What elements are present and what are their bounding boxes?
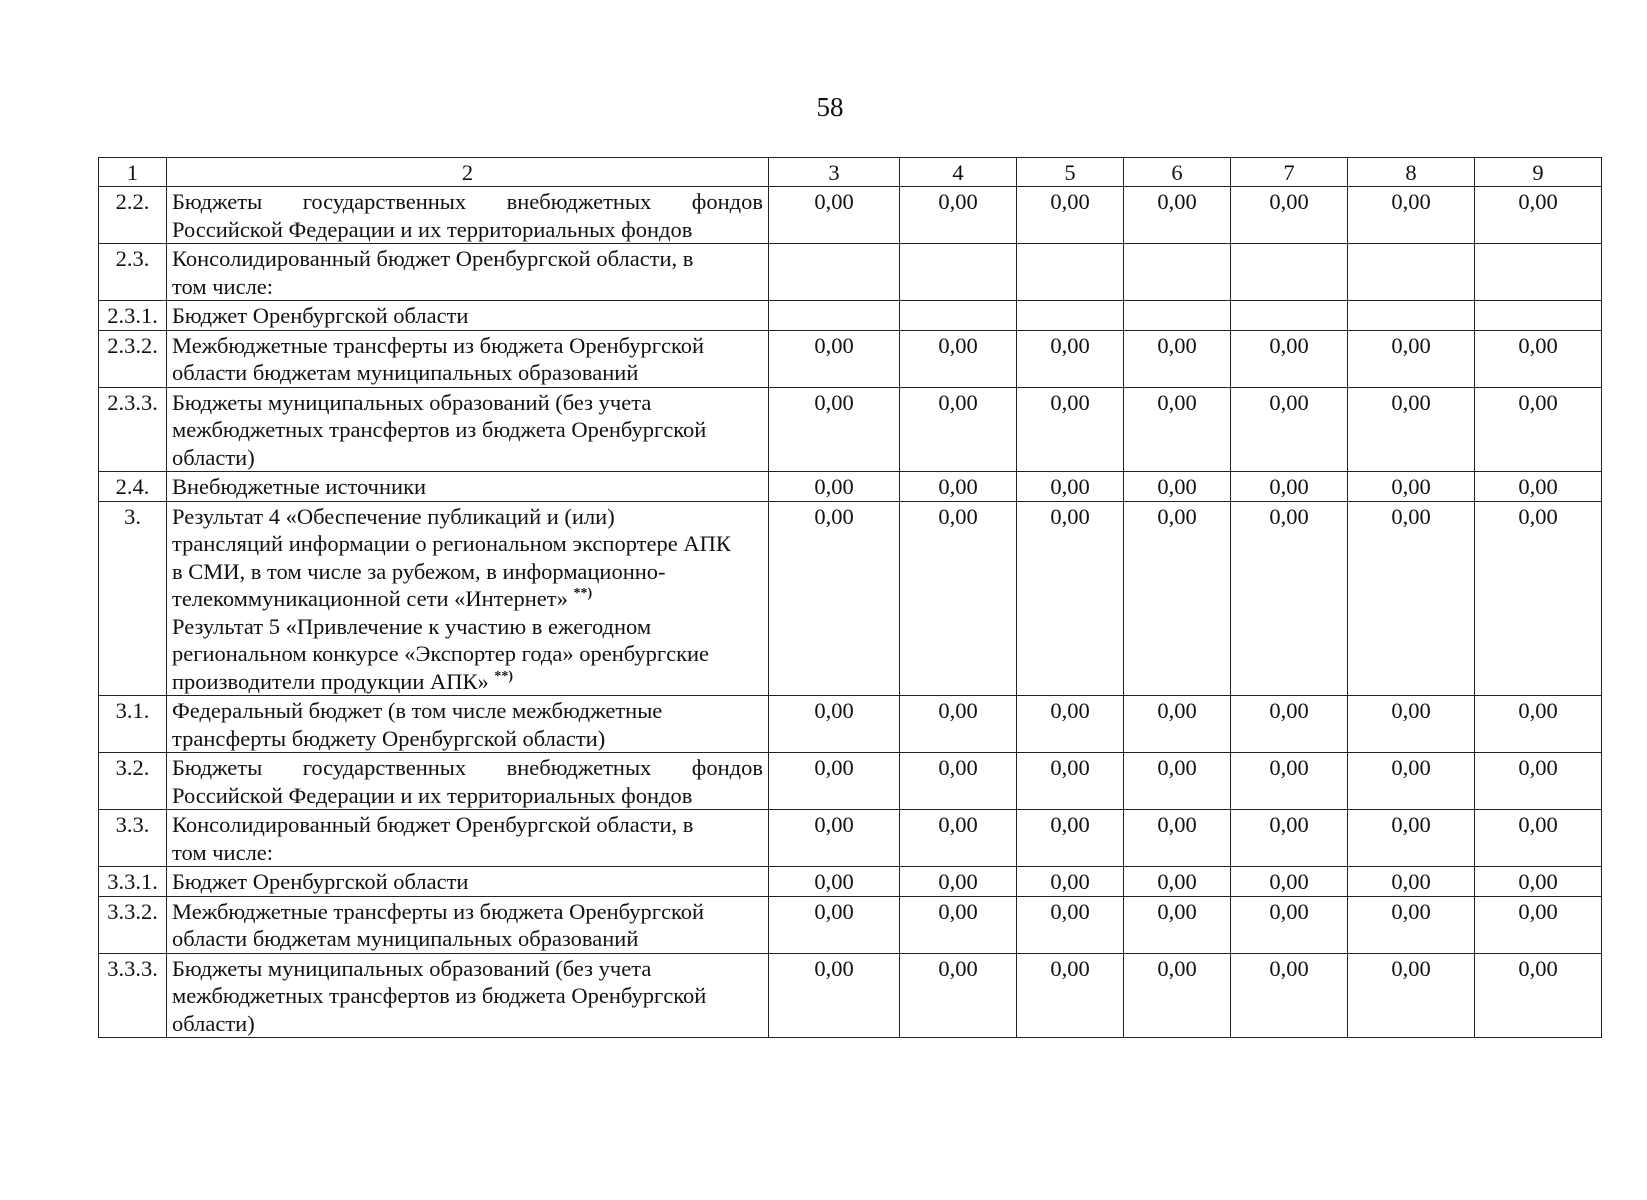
description-line — [172, 754, 763, 782]
value-cell — [1348, 244, 1475, 301]
header-cell: 2 — [167, 158, 769, 187]
value-cell: 0,00 — [1475, 330, 1602, 387]
value-cell: 0,00 — [1475, 696, 1602, 753]
description-text: Российской Федерации и их территориальных фондов — [172, 782, 693, 808]
table-row — [99, 953, 1602, 1038]
value-cell: 0,00 — [1231, 472, 1348, 502]
value-cell: 0,00 — [1475, 953, 1602, 1038]
description-text: Бюджеты государственных внебюджетных фондов — [172, 189, 763, 214]
value-cell: 0,00 — [1231, 810, 1348, 867]
description-text: Бюджеты государственных внебюджетных фондов — [172, 755, 763, 780]
description-line — [172, 558, 763, 586]
description-line — [172, 982, 763, 1010]
description-line — [172, 955, 763, 983]
row-number: 3.3. — [99, 810, 167, 867]
value-cell: 0,00 — [1348, 330, 1475, 387]
table-row — [99, 330, 1602, 387]
row-description — [167, 753, 769, 810]
row-description — [167, 953, 769, 1038]
description-line — [172, 725, 763, 753]
value-cell: 0,00 — [1124, 330, 1231, 387]
table-row — [99, 896, 1602, 953]
table-row — [99, 244, 1602, 301]
row-description — [167, 244, 769, 301]
description-text: Консолидированный бюджет Оренбургской области, в — [172, 812, 694, 837]
description-line — [172, 359, 763, 387]
description-text: Бюджет Оренбургской области — [172, 869, 469, 894]
row-description — [167, 867, 769, 897]
description-line — [172, 444, 763, 472]
description-text: телекоммуникационной сети «Интернет» — [172, 586, 568, 611]
row-number: 2.4. — [99, 472, 167, 502]
description-line — [172, 416, 763, 444]
table-row — [99, 753, 1602, 810]
description-line — [172, 332, 763, 360]
value-cell: 0,00 — [900, 330, 1017, 387]
value-cell: 0,00 — [1017, 753, 1124, 810]
budget-table — [98, 157, 1602, 1038]
value-cell — [1017, 244, 1124, 301]
value-cell: 0,00 — [1348, 387, 1475, 472]
description-line — [172, 868, 763, 896]
description-text: трансферты бюджету Оренбургской области) — [172, 725, 606, 751]
value-cell — [1231, 301, 1348, 331]
row-number: 2.3. — [99, 244, 167, 301]
description-line — [172, 697, 763, 725]
description-text: Федеральный бюджет (в том числе межбюджетные — [172, 698, 663, 723]
value-cell: 0,00 — [769, 387, 900, 472]
value-cell: 0,00 — [1124, 696, 1231, 753]
value-cell: 0,00 — [1348, 472, 1475, 502]
value-cell: 0,00 — [1348, 753, 1475, 810]
value-cell — [1017, 301, 1124, 331]
value-cell — [900, 244, 1017, 301]
value-cell: 0,00 — [1017, 472, 1124, 502]
value-cell: 0,00 — [769, 472, 900, 502]
row-description — [167, 896, 769, 953]
page-number: 58 — [816, 92, 844, 122]
description-text: межбюджетных трансфертов из бюджета Оренбургской — [172, 417, 707, 442]
value-cell: 0,00 — [769, 330, 900, 387]
description-line — [172, 925, 763, 953]
value-cell: 0,00 — [1017, 387, 1124, 472]
header-cell: 6 — [1124, 158, 1231, 187]
row-description — [167, 187, 769, 244]
description-text: Бюджеты муниципальных образований (без учета — [172, 389, 652, 415]
value-cell: 0,00 — [1475, 387, 1602, 472]
value-cell: 0,00 — [900, 387, 1017, 472]
value-cell: 0,00 — [1475, 810, 1602, 867]
value-cell: 0,00 — [1124, 472, 1231, 502]
description-text: производители продукции АПК» — [172, 668, 489, 694]
description-line — [172, 640, 763, 668]
description-text: области) — [172, 1010, 255, 1036]
value-cell: 0,00 — [900, 953, 1017, 1038]
value-cell: 0,00 — [769, 953, 900, 1038]
description-text: Бюджеты муниципальных образований (без учета — [172, 955, 652, 981]
description-text: региональном конкурсе «Экспортер года» оренбургские — [172, 641, 710, 666]
row-number: 3.3.1. — [99, 867, 167, 897]
description-text: межбюджетных трансфертов из бюджета Оренбургской — [172, 983, 707, 1008]
value-cell: 0,00 — [1017, 696, 1124, 753]
row-description — [167, 810, 769, 867]
description-line — [172, 473, 763, 501]
value-cell: 0,00 — [1017, 867, 1124, 897]
value-cell — [1475, 244, 1602, 301]
value-cell: 0,00 — [1017, 501, 1124, 696]
value-cell: 0,00 — [1348, 867, 1475, 897]
value-cell: 0,00 — [1475, 472, 1602, 502]
table-row — [99, 472, 1602, 502]
value-cell: 0,00 — [769, 896, 900, 953]
value-cell: 0,00 — [900, 187, 1017, 244]
description-line — [172, 302, 763, 330]
table-row — [99, 696, 1602, 753]
budget-table-wrapper — [98, 157, 1601, 1038]
header-row — [99, 158, 1602, 187]
value-cell: 0,00 — [1475, 501, 1602, 696]
header-cell: 5 — [1017, 158, 1124, 187]
table-row — [99, 301, 1602, 331]
description-line — [172, 585, 763, 613]
value-cell: 0,00 — [1124, 187, 1231, 244]
value-cell: 0,00 — [900, 867, 1017, 897]
value-cell: 0,00 — [1124, 896, 1231, 953]
description-text: том числе: — [172, 273, 274, 299]
value-cell: 0,00 — [1231, 867, 1348, 897]
description-line — [172, 530, 763, 558]
value-cell — [900, 301, 1017, 331]
description-line — [172, 839, 763, 867]
header-cell: 9 — [1475, 158, 1602, 187]
description-line — [172, 273, 763, 301]
value-cell: 0,00 — [1348, 187, 1475, 244]
row-number: 2.3.1. — [99, 301, 167, 331]
value-cell: 0,00 — [1231, 501, 1348, 696]
row-description — [167, 472, 769, 502]
description-line — [172, 245, 763, 273]
value-cell: 0,00 — [1348, 896, 1475, 953]
value-cell: 0,00 — [1124, 387, 1231, 472]
value-cell — [1475, 301, 1602, 331]
value-cell: 0,00 — [1017, 330, 1124, 387]
row-number: 2.3.2. — [99, 330, 167, 387]
value-cell: 0,00 — [1017, 953, 1124, 1038]
header-cell: 4 — [900, 158, 1017, 187]
row-number: 3.3.2. — [99, 896, 167, 953]
value-cell: 0,00 — [1348, 501, 1475, 696]
description-text: Результат 5 «Привлечение к участию в ежегодном — [172, 613, 652, 639]
description-line — [172, 503, 763, 531]
row-description — [167, 501, 769, 696]
value-cell: 0,00 — [1124, 753, 1231, 810]
header-cell: 1 — [99, 158, 167, 187]
description-text: области) — [172, 444, 255, 470]
value-cell: 0,00 — [1124, 867, 1231, 897]
value-cell: 0,00 — [1348, 810, 1475, 867]
value-cell: 0,00 — [900, 896, 1017, 953]
value-cell: 0,00 — [1017, 810, 1124, 867]
description-text: Результат 4 «Обеспечение публикаций и (или) — [172, 503, 615, 529]
value-cell — [1124, 301, 1231, 331]
description-line — [172, 811, 763, 839]
value-cell: 0,00 — [1348, 696, 1475, 753]
value-cell — [1231, 244, 1348, 301]
value-cell — [1348, 301, 1475, 331]
description-text: Межбюджетные трансферты из бюджета Оренбургской — [172, 898, 705, 924]
value-cell: 0,00 — [1124, 810, 1231, 867]
table-row — [99, 187, 1602, 244]
value-cell: 0,00 — [1475, 753, 1602, 810]
table-row — [99, 501, 1602, 696]
description-line — [172, 898, 763, 926]
value-cell: 0,00 — [900, 753, 1017, 810]
description-line — [172, 216, 763, 244]
description-line — [172, 668, 763, 696]
footnote-mark: **) — [494, 668, 514, 684]
table-row — [99, 810, 1602, 867]
description-line — [172, 188, 763, 216]
description-text: Российской Федерации и их территориальных фондов — [172, 216, 693, 242]
row-description — [167, 330, 769, 387]
description-text: Внебюджетные источники — [172, 474, 427, 499]
value-cell: 0,00 — [769, 867, 900, 897]
value-cell — [769, 301, 900, 331]
value-cell: 0,00 — [1231, 696, 1348, 753]
value-cell: 0,00 — [769, 810, 900, 867]
value-cell: 0,00 — [1475, 896, 1602, 953]
value-cell: 0,00 — [1124, 953, 1231, 1038]
description-text: Межбюджетные трансферты из бюджета Оренбургской — [172, 332, 705, 358]
value-cell: 0,00 — [1348, 953, 1475, 1038]
value-cell — [1124, 244, 1231, 301]
value-cell: 0,00 — [769, 696, 900, 753]
value-cell: 0,00 — [1231, 753, 1348, 810]
description-line — [172, 389, 763, 417]
value-cell: 0,00 — [900, 696, 1017, 753]
value-cell: 0,00 — [900, 810, 1017, 867]
row-description — [167, 696, 769, 753]
table-row — [99, 867, 1602, 897]
row-description — [167, 301, 769, 331]
description-text: в СМИ, в том числе за рубежом, в информационно- — [172, 558, 666, 584]
value-cell — [769, 244, 900, 301]
description-line — [172, 613, 763, 641]
row-number: 3.2. — [99, 753, 167, 810]
header-cell: 8 — [1348, 158, 1475, 187]
row-number: 3.3.3. — [99, 953, 167, 1038]
header-cell: 7 — [1231, 158, 1348, 187]
value-cell: 0,00 — [1231, 330, 1348, 387]
value-cell: 0,00 — [769, 501, 900, 696]
row-number: 3.1. — [99, 696, 167, 753]
value-cell: 0,00 — [1475, 867, 1602, 897]
value-cell: 0,00 — [1231, 387, 1348, 472]
value-cell: 0,00 — [1231, 953, 1348, 1038]
description-text: области бюджетам муниципальных образований — [172, 926, 639, 951]
row-number: 3. — [99, 501, 167, 696]
row-number: 2.2. — [99, 187, 167, 244]
row-description — [167, 387, 769, 472]
description-line — [172, 782, 763, 810]
value-cell: 0,00 — [1124, 501, 1231, 696]
value-cell: 0,00 — [769, 753, 900, 810]
row-number: 2.3.3. — [99, 387, 167, 472]
value-cell: 0,00 — [1231, 896, 1348, 953]
footnote-mark: **) — [573, 586, 593, 601]
value-cell: 0,00 — [1475, 187, 1602, 244]
table-row — [99, 387, 1602, 472]
value-cell: 0,00 — [769, 187, 900, 244]
description-text: Консолидированный бюджет Оренбургской области, в — [172, 246, 694, 271]
header-cell: 3 — [769, 158, 900, 187]
value-cell: 0,00 — [1231, 187, 1348, 244]
description-text: трансляций информации о региональном экспортере АПК — [172, 531, 731, 556]
description-text: области бюджетам муниципальных образований — [172, 360, 639, 385]
value-cell: 0,00 — [1017, 187, 1124, 244]
value-cell: 0,00 — [900, 472, 1017, 502]
value-cell: 0,00 — [1017, 896, 1124, 953]
description-line — [172, 1010, 763, 1038]
value-cell: 0,00 — [900, 501, 1017, 696]
description-text: Бюджет Оренбургской области — [172, 303, 469, 328]
description-text: том числе: — [172, 839, 274, 865]
